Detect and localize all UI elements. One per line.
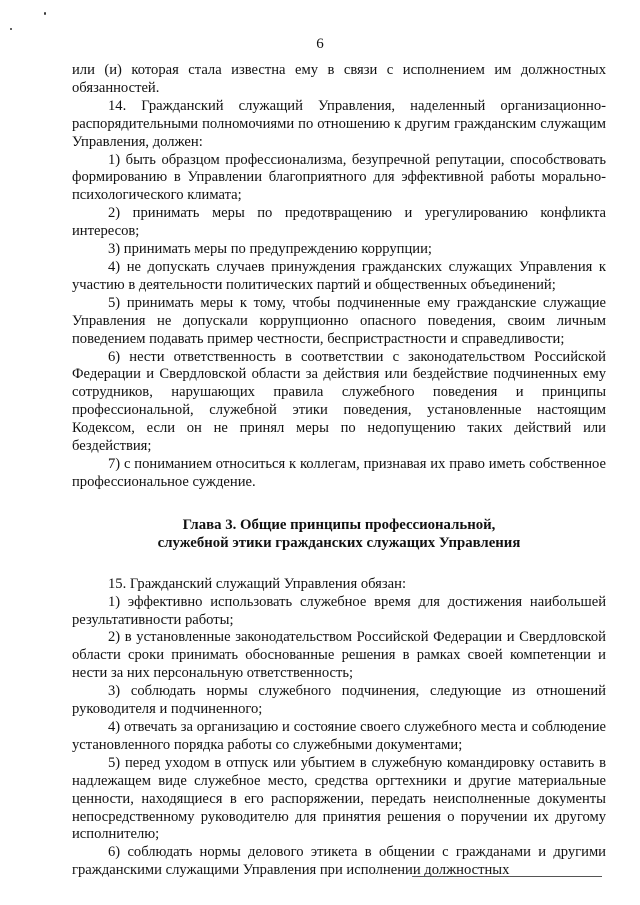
footer-rule bbox=[412, 876, 602, 877]
paragraph: 5) перед уходом в отпуск или убытием в служебную командировку оставить в надлежащем виде служебное место, средства оргтехники и другие материальные ценности, находящиеся в его распоряжении, передать неисполненные документы непосредственному руководителю для принятия решения о поручении их другому исполнителю; bbox=[72, 754, 606, 843]
paragraph: 3) соблюдать нормы служебного подчинения, следующие из отношений руководителя и подчиненного; bbox=[72, 683, 606, 718]
paragraph: 14. Гражданский служащий Управления, наделенный организационно-распорядительными полномочиями по отношению к другим гражданским служащим Управления, должен: bbox=[72, 97, 606, 150]
paragraph: 5) принимать меры к тому, чтобы подчиненные ему гражданские служащие Управления не допускали коррупционно опасного поведения, своим личным поведением подавать пример честности, беспристрастности и справедливости; bbox=[72, 294, 606, 347]
page-number: 6 bbox=[316, 36, 324, 52]
paragraph: 2) принимать меры по предотвращению и урегулированию конфликта интересов; bbox=[72, 205, 606, 240]
paragraph: 6) нести ответственность в соответствии с законодательством Российской Федерации и Свердловской области за действия или бездействие подчиненных ему сотрудников, нарушающих правила служебного поведения и принципы профессиональной, служебной этики поведения, установленные настоящим Кодексом, если он не принял меры по недопущению таких действий или бездействия; bbox=[72, 348, 606, 455]
paragraph: 1) эффективно использовать служебное время для достижения наибольшей результативности работы; bbox=[72, 593, 606, 628]
scan-speck bbox=[44, 12, 46, 15]
chapter-heading bbox=[72, 516, 606, 552]
paragraph: 6) соблюдать нормы делового этикета в общении с гражданами и другими гражданскими служащими Управления при исполнении должностных bbox=[72, 844, 606, 879]
paragraph: или (и) которая стала известна ему в связи с исполнением им должностных обязанностей. bbox=[72, 62, 606, 96]
paragraph: 4) не допускать случаев принуждения гражданских служащих Управления к участию в деятельности политических партий и общественных объединений; bbox=[72, 258, 606, 293]
document-body bbox=[72, 62, 606, 880]
scan-speck bbox=[10, 28, 12, 30]
paragraph: 2) в установленные законодательством Российской Федерации и Свердловской области сроки принимать обоснованные решения в рамках своей компетенции и нести за них персональную ответственность; bbox=[72, 629, 606, 682]
paragraph: 4) отвечать за организацию и состояние своего служебного места и соблюдение установленного порядка работы со служебными документами; bbox=[72, 719, 606, 753]
paragraph: 1) быть образцом профессионализма, безупречной репутации, способствовать формированию в Управлении благоприятного для эффективной работы морально-психологического климата; bbox=[72, 151, 606, 204]
chapter-heading-line: служебной этики гражданских служащих Управления bbox=[157, 534, 521, 551]
paragraph: 3) принимать меры по предупреждению коррупции; bbox=[108, 241, 432, 258]
chapter-heading-line: Глава 3. Общие принципы профессиональной, bbox=[182, 516, 496, 533]
paragraph: 7) с пониманием относиться к коллегам, признавая их право иметь собственное профессиональное суждение. bbox=[72, 455, 606, 490]
paragraph: 15. Гражданский служащий Управления обязан: bbox=[108, 575, 406, 592]
